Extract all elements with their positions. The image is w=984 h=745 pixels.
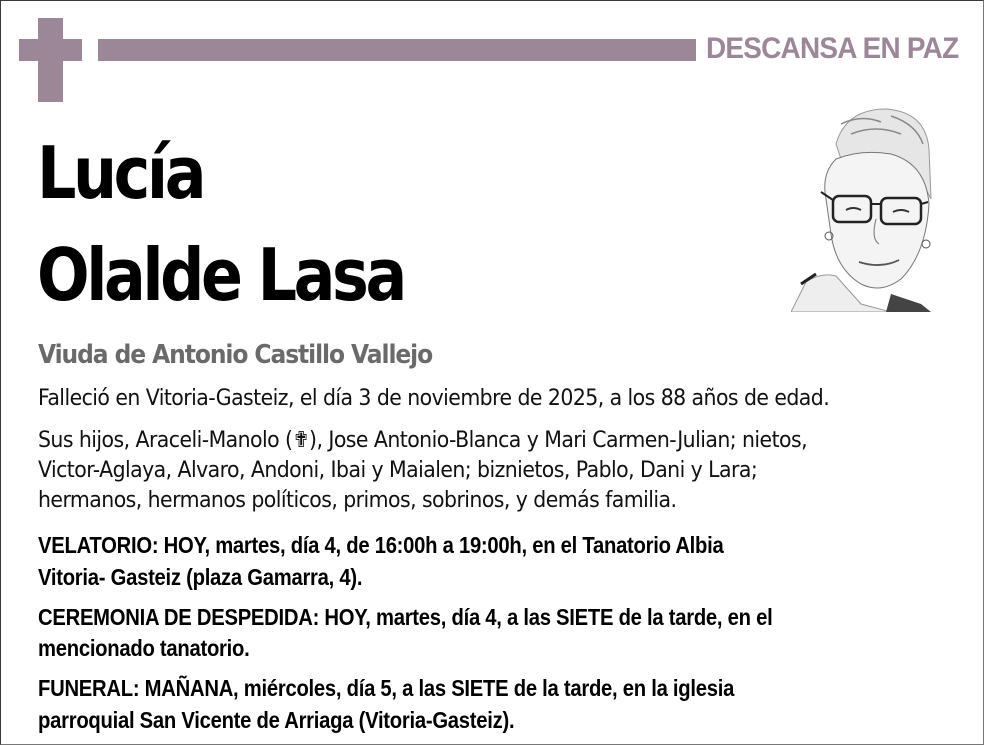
header-label: DESCANSA EN PAZ: [706, 32, 959, 65]
ceremonia-line: mencionado tanatorio.: [38, 635, 250, 661]
family-line: Sus hijos, Araceli-Manolo (✟), Jose Antonio-Blanca y Mari Carmen-Julian; nietos,: [38, 428, 808, 453]
family-line: hermanos, hermanos políticos, primos, sobrinos, y demás familia.: [38, 488, 677, 513]
velatorio-line: Vitoria- Gasteiz (plaza Gamarra, 4).: [38, 564, 363, 590]
funeral-line: parroquial San Vicente de Arriaga (Vitoria-Gasteiz).: [38, 707, 515, 733]
death-details: Falleció en Vitoria-Gasteiz, el día 3 de noviembre de 2025, a los 88 años de edad.: [38, 386, 830, 411]
velatorio-line: VELATORIO: HOY, martes, día 4, de 16:00h a 19:00h, en el Tanatorio Albia: [38, 532, 724, 558]
deceased-surnames: Olalde Lasa: [37, 233, 404, 317]
latin-cross-icon-arm: [19, 39, 82, 61]
ceremonia-line: CEREMONIA DE DESPEDIDA: HOY, martes, día 4, a las SIETE de la tarde, en el: [38, 604, 773, 630]
header-divider-bar: [98, 39, 696, 61]
deceased-first-name: Lucía: [37, 131, 204, 215]
family-line: Victor-Aglaya, Alvaro, Andoni, Ibai y Maialen; biznietos, Pablo, Dani y Lara;: [38, 458, 758, 483]
portrait-photo: [791, 104, 936, 312]
funeral-line: FUNERAL: MAÑANA, miércoles, día 5, a las SIETE de la tarde, en la iglesia: [38, 675, 735, 701]
family-list: [38, 426, 807, 516]
spouse-line: Viuda de Antonio Castillo Vallejo: [38, 340, 433, 370]
